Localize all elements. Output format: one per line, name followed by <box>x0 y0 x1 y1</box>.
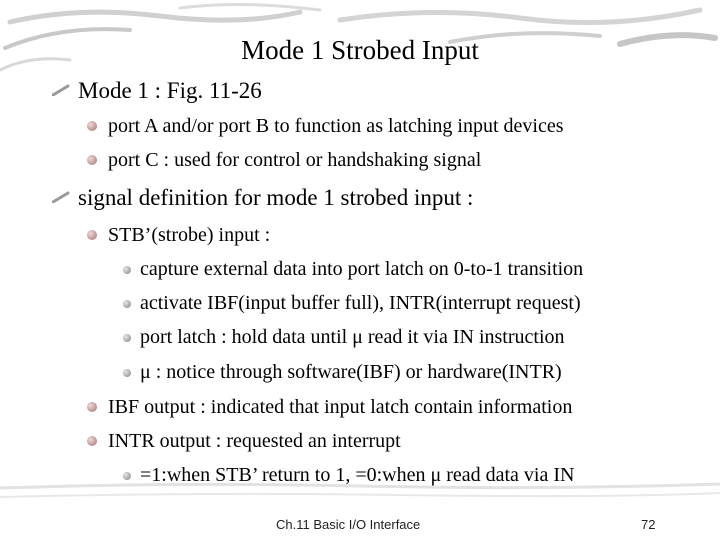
bullet-dot-icon <box>123 300 131 308</box>
bullet-dot-icon <box>123 266 131 274</box>
list-item: IBF output : indicated that input latch contain information <box>108 395 572 419</box>
bullet-dot-icon <box>87 230 97 240</box>
slide-title: Mode 1 Strobed Input <box>241 35 479 65</box>
list-item: port A and/or port B to function as latching input devices <box>108 114 563 138</box>
bullet-dot-icon <box>87 436 97 446</box>
list-item: Mode 1 : Fig. 11-26 <box>78 77 262 105</box>
list-item: =1:when STB’ return to 1, =0:when μ read data via IN <box>140 463 574 487</box>
bullet-dot-icon <box>123 369 131 377</box>
list-item: signal definition for mode 1 strobed input : <box>78 184 473 212</box>
bullet-dot-icon <box>87 155 97 165</box>
bullet-dot-icon <box>87 402 97 412</box>
list-item: capture external data into port latch on 0-to-1 transition <box>140 257 583 281</box>
list-item: port C : used for control or handshaking signal <box>108 148 481 172</box>
bullet-dot-icon <box>123 334 131 342</box>
footer-text: Ch.11 Basic I/O Interface <box>276 517 421 532</box>
list-item: port latch : hold data until μ read it via IN instruction <box>140 325 565 349</box>
brush-bullet-icon <box>52 191 70 203</box>
bullet-dot-icon <box>87 121 97 131</box>
page-number: 72 <box>641 517 656 532</box>
list-item: STB’(strobe) input : <box>108 223 270 247</box>
list-item: INTR output : requested an interrupt <box>108 429 401 453</box>
bullet-dot-icon <box>123 472 131 480</box>
list-item: activate IBF(input buffer full), INTR(interrupt request) <box>140 291 581 315</box>
brush-bullet-icon <box>52 84 70 96</box>
list-item: μ : notice through software(IBF) or hardware(INTR) <box>140 360 562 384</box>
